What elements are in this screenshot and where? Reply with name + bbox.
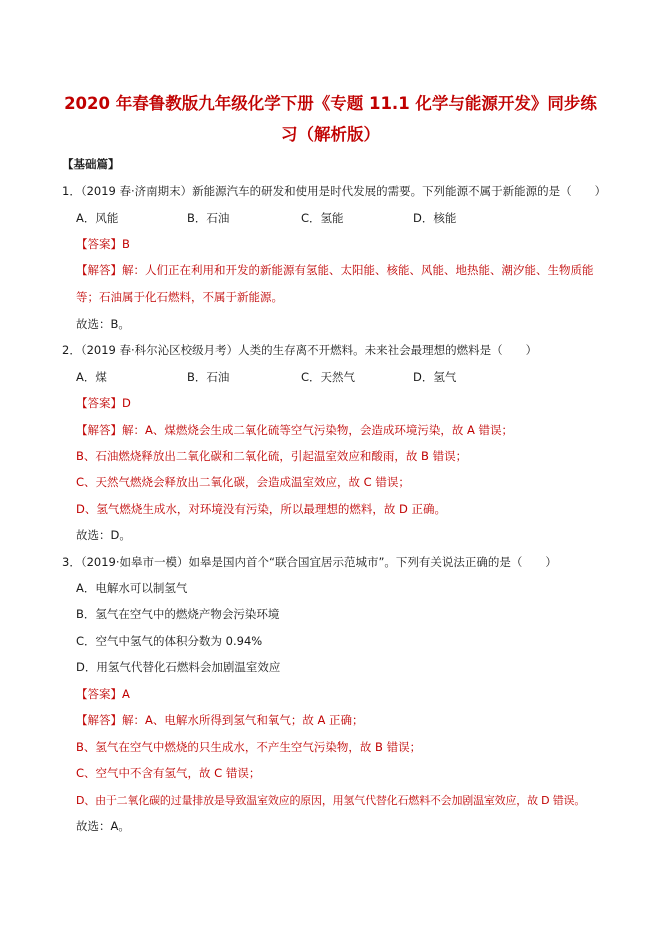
q1-option-b: B．石油 bbox=[187, 211, 230, 225]
title-line-2: 习（解析版） bbox=[281, 125, 380, 144]
q2-analysis-line-1: 【解答】解：A、煤燃烧会生成二氧化硫等空气污染物，会造成环境污染，故 A 错误； bbox=[76, 423, 514, 437]
q1-analysis-line-2: 等；石油属于化石燃料，不属于新能源。 bbox=[76, 290, 283, 304]
q2-option-a: A．煤 bbox=[76, 370, 107, 384]
q3-stem: 3．（2019·如皋市一模）如皋是国内首个“联合国宜居示范城市”。下列有关说法正确的是（ ） bbox=[62, 555, 557, 569]
document-title bbox=[40, 88, 621, 150]
q3-option-d: D．用氢气代替化石燃料会加剧温室效应 bbox=[76, 660, 281, 674]
q3-option-a: A．电解水可以制氢气 bbox=[76, 581, 188, 595]
section-label: 【基础篇】 bbox=[62, 157, 120, 171]
q3-choice: 故选：A。 bbox=[76, 819, 130, 833]
q2-option-c: C．天然气 bbox=[301, 370, 356, 384]
q2-option-d: D．氢气 bbox=[413, 370, 457, 384]
q2-analysis-line-3: C、天然气燃烧会释放出二氧化碳，会造成温室效应，故 C 错误； bbox=[76, 475, 410, 489]
q1-choice: 故选：B。 bbox=[76, 317, 130, 331]
q3-answer: 【答案】A bbox=[76, 687, 130, 701]
q1-analysis-line-1: 【解答】解：人们正在利用和开发的新能源有氢能、太阳能、核能、风能、地热能、潮汐能、生物质能 bbox=[76, 263, 594, 277]
q1-option-c: C．氢能 bbox=[301, 211, 344, 225]
q2-stem: 2．（2019 春·科尔沁区校级月考）人类的生存离不开燃料。未来社会最理想的燃料是（ ） bbox=[62, 343, 538, 357]
q2-choice: 故选：D。 bbox=[76, 528, 131, 542]
q1-answer: 【答案】B bbox=[76, 237, 130, 251]
q2-analysis-line-4: D、氢气燃烧生成水，对环境没有污染，所以最理想的燃料，故 D 正确。 bbox=[76, 502, 447, 516]
q2-options bbox=[76, 369, 596, 385]
title-line-1: 2020 年春鲁教版九年级化学下册《专题 11.1 化学与能源开发》同步练 bbox=[64, 94, 597, 113]
q1-stem: 1．（2019 春·济南期末）新能源汽车的研发和使用是时代发展的需要。下列能源不属于新能源的是（ ） bbox=[62, 184, 607, 198]
q3-analysis-line-2: B、氢气在空气中燃烧的只生成水，不产生空气污染物，故 B 错误； bbox=[76, 740, 422, 754]
q1-option-a: A．风能 bbox=[76, 211, 119, 225]
q2-analysis-line-2: B、石油燃烧释放出二氧化碳和二氧化硫，引起温室效应和酸雨，故 B 错误； bbox=[76, 449, 468, 463]
q3-analysis-line-4: D、由于二氧化碳的过量排放是导致温室效应的原因，用氢气代替化石燃料不会加剧温室效应，故 D 错误。 bbox=[76, 794, 586, 807]
q3-analysis-line-3: C、空气中不含有氢气，故 C 错误； bbox=[76, 766, 261, 780]
q2-option-b: B．石油 bbox=[187, 370, 230, 384]
q3-option-b: B．氢气在空气中的燃烧产物会污染环境 bbox=[76, 607, 280, 621]
q2-answer: 【答案】D bbox=[76, 396, 131, 410]
q1-option-d: D．核能 bbox=[413, 211, 457, 225]
q3-option-c: C．空气中氢气的体积分数为 0.94% bbox=[76, 634, 263, 648]
q1-options bbox=[76, 210, 596, 226]
q3-analysis-line-1: 【解答】解：A、电解水所得到氢气和氧气；故 A 正确； bbox=[76, 713, 364, 727]
